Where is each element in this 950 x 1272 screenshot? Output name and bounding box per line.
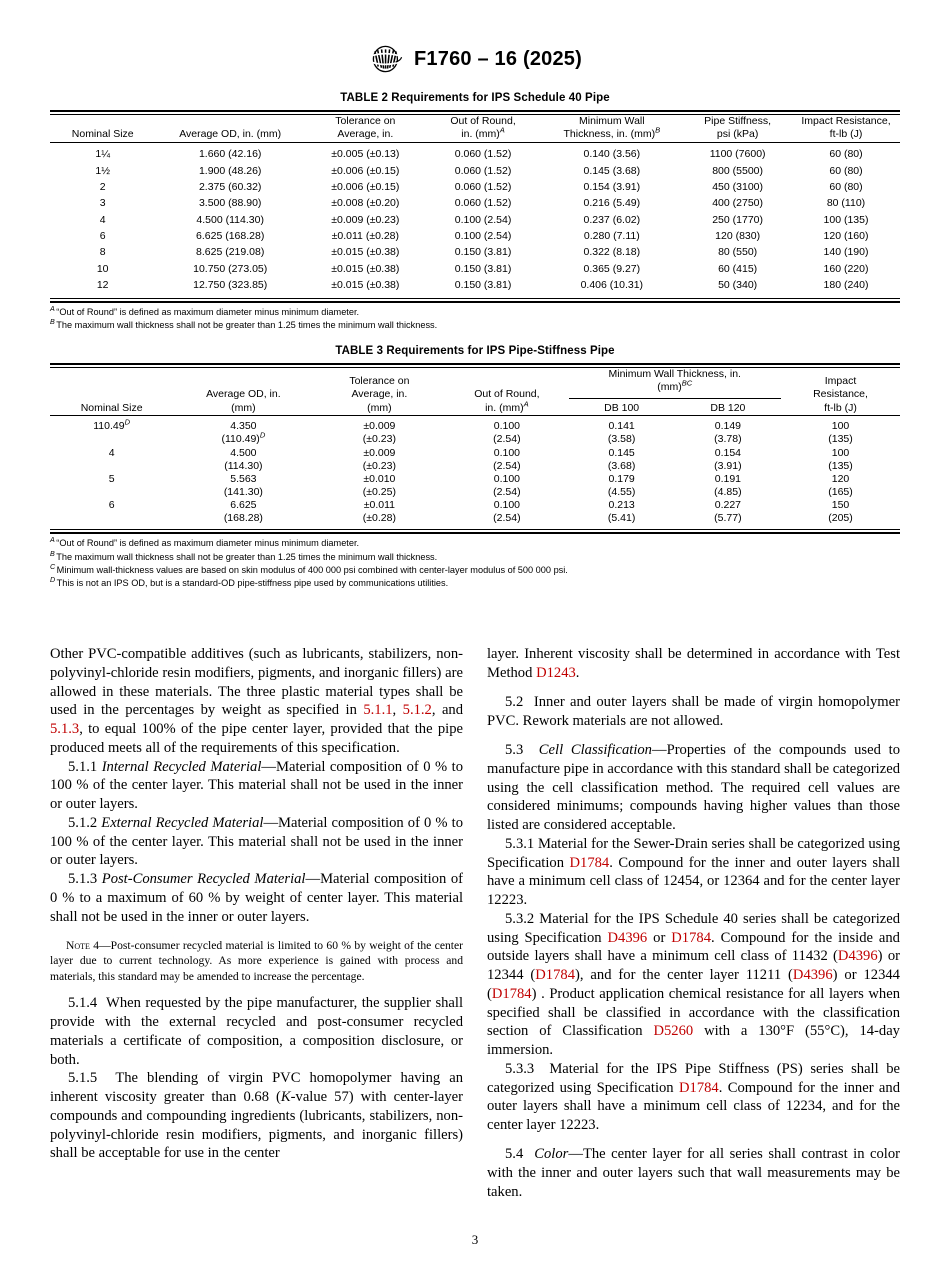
table-cell: 0.100 [493,499,521,512]
table-row [50,147,900,163]
table-cell: 3 [99,197,106,210]
document-header [0,44,950,74]
hdr-line3: ft-lb (J) [824,401,857,414]
left-column [50,645,463,1163]
footnote-text: This is not an IPS OD, but is a standard-OD pipe-stiffness pipe used by communications utilities. [56,578,449,589]
table-cell: (±0.23) [362,433,396,446]
table-3-header-rule [50,415,900,416]
table-cell: 0.150 (3.81) [454,278,512,291]
table-cell: (168.28) [223,512,263,525]
table-cell: (5.41) [607,512,636,525]
table-3-col-average-od [173,368,313,415]
section-5-1-2 [50,814,463,870]
table-cell: (3.78) [714,433,742,446]
table-cell: 1100 (7600) [709,148,766,161]
section-text: The blending of virgin PVC homopolymer having an inherent viscosity greater than 0.68 ( [50,1070,464,1106]
table-cell: 120 (160) [823,230,869,243]
hdr-line1: Tolerance on [335,115,396,127]
section-number: 5.3.1 [505,835,535,852]
separator: , and [431,702,464,719]
table-cell: (165) [828,485,853,498]
hdr-line2: Average, in. [351,388,408,401]
table-cell: 0.154 [714,446,742,459]
table-cell: 0.060 (1.52) [454,197,512,210]
separator: , [392,702,403,719]
table-row [50,196,900,212]
section-5-4 [487,1145,900,1201]
table-3-col-tolerance [314,368,446,415]
hdr-line2: Average, in. [337,128,394,141]
table-cell: (2.54) [493,512,521,525]
table-2-col-pipe-stiffness [683,115,792,142]
hdr-line1: Impact Resistance, [801,115,891,127]
table-cell: 450 (3100) [712,181,764,194]
hdr-line1: Minimum Wall Thickness, in. [608,368,741,380]
table-3-span-min-wall-thickness [569,368,782,398]
table-cell: 180 (240) [823,278,869,291]
hdr-line1: Nominal Size [80,401,143,414]
table-cell: 4.500 (114.30) [196,213,264,226]
section-text: —The center layer for all series shall contrast in color with the inner and outer layers such that wall measurements may be taken. [487,1146,900,1200]
table-3-subcol-db120: DB 120 [710,401,746,414]
table-cell: 250 (1770) [712,213,764,226]
footnote [50,306,900,319]
table-cell: (3.91) [714,459,742,472]
table-cell: 0.150 (3.81) [454,246,512,259]
table-row [50,486,900,499]
paragraph-text: layer. Inherent viscosity shall be determined in accordance with Test Method [487,646,900,681]
table-cell: 100 (135) [823,213,869,226]
cross-ref-d4396[interactable]: D4396 [607,929,648,946]
footnote [50,537,900,550]
table-cell: 120 (830) [715,230,761,243]
section-5-3-3 [487,1060,900,1135]
table-cell: 1½ [95,164,110,177]
table-2-bottom-rule-thick [50,301,900,303]
table-3-footnotes [50,537,900,590]
table-2-col-average-od [155,115,305,142]
section-text: Inner and outer layers shall be made of virgin homopolymer PVC. Rework materials are not allowed. [487,694,900,729]
section-text: When requested by the pipe manufacturer, the supplier shall provide with the external recycled and post-consumer recycled materials a certificate of composition, a composition disclosure, or both. [50,995,464,1068]
table-cell: 0.322 (8.18) [583,246,641,259]
table-cell: ±0.009 [363,420,396,433]
footnote [50,577,900,590]
footnote [50,551,900,564]
hdr-line2: in. (mm) [485,401,524,414]
table-cell: 0.100 (2.54) [454,213,512,226]
table-cell: (4.55) [607,485,636,498]
table-3-col-impact-resistance [781,368,900,415]
table-cell: 12.750 (323.85) [193,278,268,291]
section-number: 5.4 [505,1146,524,1163]
table-cell: 0.060 (1.52) [454,148,512,161]
table-3-block [50,345,900,591]
section-number: 5.2 [505,694,524,710]
cross-ref-d1784[interactable]: D1784 [491,985,532,1002]
cross-ref-d5260[interactable]: D5260 [653,1023,694,1040]
table-cell: (±0.28) [362,512,396,525]
hdr-line2: (mm) [657,381,682,394]
astm-logo-icon [368,44,404,74]
table-2-col-tolerance [305,115,426,142]
table-cell: 8 [99,246,106,259]
section-text: —Material composition of 0 % to a maximum of 60 % by weight of center layer. This material shall not be used in the inner or outer layers. [50,871,463,925]
footnote-marker-bc: BC [681,378,693,388]
footnote-marker-d: D [124,417,131,427]
footnote-marker: B [50,549,55,558]
table-2-footnotes [50,306,900,333]
cross-ref-d4396[interactable]: D4396 [837,948,878,965]
table-cell: 6 [99,230,106,243]
table-cell: 5.563 [230,472,257,485]
section-number: 5.3.2 [505,910,535,927]
paragraph-text-cont: , to equal 100% of the pipe center layer, provided that the pipe produced meets all of the requirements of this specification. [50,721,463,756]
table-cell: (3.58) [607,433,636,446]
table-cell: 12 [96,278,109,291]
hdr-line1: Pipe Stiffness, [704,115,772,127]
table-cell-nominal-size: 5 [108,472,115,485]
table-cell: (3.68) [607,459,636,472]
table-row [50,512,900,525]
footnote-marker-a: A [499,125,505,135]
footnote-text: The maximum wall thickness shall not be greater than 1.25 times the minimum wall thickness. [56,320,438,331]
section-number: 5.1.4 [68,995,98,1012]
table-cell: (5.77) [714,512,742,525]
table-3-body [50,417,900,525]
footnote-text: Minimum wall-thickness values are based on skin modulus of 400 000 psi combined with center-layer modulus of 500 000 psi. [56,565,568,575]
table-2 [50,115,900,142]
hdr-line2: in. (mm) [461,128,500,141]
table-cell: 100 [831,420,850,433]
table-row [50,499,900,512]
footnote-text: The maximum wall thickness shall not be greater than 1.25 times the minimum wall thickness. [56,551,438,562]
body-columns [50,645,900,1205]
table-cell: 0.216 (5.49) [583,197,641,210]
section-5-1-5 [50,1069,463,1163]
table-2-col-nominal-size [50,115,155,142]
page-number: 3 [471,1232,479,1247]
cross-ref-d1784[interactable]: D1784 [671,929,711,946]
table-cell: 0.280 (7.11) [583,230,640,243]
table-cell: 10 [96,262,109,275]
table-cell: 3.500 (88.90) [198,197,262,210]
footnote [50,564,900,577]
table-row [50,180,900,196]
section-number: 5.1.2 [68,814,98,831]
table-3-col-nominal-size [50,368,173,415]
table-cell: 0.100 [493,472,521,485]
table-cell: 0.100 [493,420,521,433]
hdr-line1: Minimum Wall [579,115,645,127]
paragraph-other-additives [50,645,463,758]
table-cell: ±0.008 (±0.20) [331,197,400,210]
table-cell: 0.406 (10.31) [580,278,644,291]
hdr-line1: Nominal Size [71,128,134,141]
hdr-line2: Resistance, [813,388,868,401]
footnote-marker: A [50,304,55,313]
hdr-line2: Thickness, in. (mm) [563,128,656,141]
table-cell: 0.149 [714,420,742,433]
table-cell: 120 [831,472,850,485]
k-value-italic: K [280,1089,291,1106]
table-cell: 800 (5500) [712,164,764,177]
note-text: —Post-consumer recycled material is limited to 60 % by weight of the center layer due to current technology. As more experience is gained with process and materials, this standard may be amended to increase the percentage. [50,939,463,983]
table-cell: 6.625 (168.28) [196,230,265,243]
table-row [50,261,900,277]
table-2-col-out-of-round [426,115,541,142]
section-title: Color [534,1146,569,1163]
section-number: 5.1.5 [68,1070,98,1087]
table-cell: 0.191 [714,472,742,485]
table-row [50,433,900,446]
table-cell: (141.30) [223,485,263,498]
hdr-line1: Average OD, in. (mm) [179,128,282,141]
table-2-caption: TABLE 2 Requirements for IPS Schedule 40 Pipe [340,92,610,104]
table-cell: 2 [99,181,106,194]
footnote-text: “Out of Round” is defined as maximum diameter minus minimum diameter. [56,538,360,549]
table-cell: 0.100 [493,446,521,459]
footnote-marker: C [50,562,56,571]
section-text: —Material composition of 0 % to 100 % of the center layer. This material shall not be used in the inner or outer layers. [50,758,463,812]
table-cell: 60 (80) [829,164,863,177]
table-cell: ±0.006 (±0.15) [331,181,400,194]
section-5-3-2 [487,910,900,1060]
note-4 [50,938,463,984]
table-cell: 0.145 [608,446,635,459]
table-2-col-impact-resistance [792,115,900,142]
table-cell: 140 (190) [823,246,869,259]
table-cell: ±0.015 (±0.38) [331,262,400,275]
section-text: ) . Product application chemical resistance for all layers when specified shall be classified in accordance with the classification section of Classification [487,985,900,1040]
section-text-cont: -value 57) with center-layer compounds and compounding ingredients (lubricants, stabilizers, non-polyvinyl-chloride resin modifiers, pigments, and inorganic fillers) shall be acceptable for use in the center [50,1089,464,1162]
table-cell: 60 (80) [829,148,863,161]
table-cell: 80 (110) [826,197,866,210]
footnote-marker-d: D [259,430,266,440]
table-cell: 0.150 (3.81) [454,262,512,275]
section-text-cont: . Compound for the inner and outer layers shall have a minimum cell class of 12454, or 12364 and for the center layer 12223. [487,854,900,908]
section-5-1-4 [50,994,463,1069]
hdr-line2: ft-lb (J) [829,128,863,141]
cross-ref-d1784[interactable]: D1784 [678,1079,719,1096]
table-cell: 50 (340) [718,278,758,291]
table-cell: 1.900 (48.26) [198,164,262,177]
footnote-marker-b: B [655,125,661,135]
table-cell: ±0.005 (±0.13) [331,148,400,161]
section-5-2 [487,693,900,731]
paragraph-text: Other PVC-compatible additives (such as lubricants, stabilizers, non-polyvinyl-chloride resin modifiers, pigments, and inorganic fillers) are allowed in these materials. The three plastic material types shall be used in the percentages by weight as specified in [50,646,463,719]
table-3-header [50,368,900,415]
section-text: —Properties of the compounds used to manufacture pipe in accordance with this standard shall be categorized using the cell classification method. The required cell values are considered minimums; compounds having higher values than those listed are considered acceptable. [487,742,900,833]
section-text: or [647,929,672,946]
table-3-col-out-of-round [445,368,568,415]
table-row [50,277,900,293]
cross-ref-d1243[interactable]: D1243 [536,664,576,681]
footnote-marker: D [50,576,56,585]
table-cell-nominal-size: 6 [108,499,115,512]
table-cell: 0.100 (2.54) [454,230,512,243]
table-cell: 100 [831,446,850,459]
hdr-line2: (mm) [231,401,256,414]
table-cell: 0.237 (6.02) [583,213,641,226]
table-row [50,245,900,261]
hdr-line3: (mm) [367,401,392,414]
table-row [50,447,900,460]
table-cell: 0.227 [714,499,742,512]
table-2-block [50,92,900,332]
hdr-line2: psi (kPa) [716,128,759,141]
table-cell: (±0.25) [362,485,396,498]
table-cell: ±0.010 [363,472,396,485]
table-cell: 0.060 (1.52) [454,164,512,177]
section-text: ) or 12344 ( [487,967,900,1002]
table-cell: 4 [99,213,106,226]
cross-ref-5-1-3[interactable]: 5.1.3 [50,721,80,737]
table-cell: (2.54) [493,459,521,472]
table-cell-nominal-size: 4 [108,446,115,459]
cross-ref-d1784[interactable]: D1784 [569,854,610,871]
table-cell: (114.30) [224,459,263,472]
table-cell: (135) [828,433,853,446]
paragraph-continuation [487,645,900,683]
table-cell: 80 (550) [718,246,758,259]
table-cell: 0.060 (1.52) [454,181,512,194]
section-text: —Material composition of 0 % to 100 % of the center layer. This material shall not be used in the inner or outer layers. [50,814,464,869]
section-number: 5.3 [505,742,524,758]
section-number: 5.3.3 [505,1060,535,1077]
section-text: Material for the Sewer-Drain series shall be categorized using Specification [487,835,900,871]
footnote-marker: B [50,317,55,326]
section-title: Post-Consumer Recycled Material [101,871,306,887]
table-cell: 6.625 [230,499,257,512]
footnote-text: “Out of Round” is defined as maximum diameter minus minimum diameter. [56,306,360,317]
table-cell: (135) [828,459,853,472]
cross-ref-5-1-2[interactable]: 5.1.2 [402,702,432,719]
note-label: Note 4 [66,939,100,953]
section-text: ) or 12344 ( [487,948,900,983]
table-cell: 0.213 [608,499,635,512]
table-cell: 160 (220) [823,262,869,275]
right-column [487,645,900,1202]
hdr-line1: Impact [824,375,857,387]
hdr-line1: Tolerance on [349,375,410,387]
table-row [50,163,900,179]
section-number: 5.1.3 [68,871,98,887]
table-cell: ±0.006 (±0.15) [331,164,400,177]
hdr-line1: Out of Round, [474,388,540,401]
table-cell: 8.625 (219.08) [196,246,265,259]
footnote-marker: A [50,536,55,545]
table-cell: 60 (80) [829,181,863,194]
table-cell: ±0.015 (±0.38) [331,246,400,259]
table-cell: 0.140 (3.56) [583,148,641,161]
table-cell: 1.660 (42.16) [198,148,262,161]
table-cell: ±0.011 (±0.28) [331,230,400,243]
table-cell: ±0.015 (±0.38) [331,278,400,291]
section-text: ), and for the center layer 11211 ( [575,967,793,983]
cross-ref-5-1-1[interactable]: 5.1.1 [363,702,393,719]
cross-ref-d4396[interactable]: D4396 [792,967,833,983]
hdr-line1: Average OD, in. [206,388,281,401]
table-cell: (205) [828,512,853,525]
section-5-1-3 [50,870,463,926]
table-2-header-rule [50,142,900,143]
table-cell: 0.179 [608,472,635,485]
footnote-marker-a: A [523,399,529,409]
section-text-cont: . Compound for the inner and outer layers shall have a minimum cell class of 12234, and for the center layer 12223. [487,1079,900,1133]
table-2-header-row [50,115,900,142]
table-3-bottom-rule-thick [50,532,900,534]
section-title: External Recycled Material [101,814,264,831]
table-cell: ±0.011 [363,499,395,512]
footnote [50,319,900,332]
table-3-subcol-db100: DB 100 [604,401,640,414]
table-cell: 150 [831,499,850,512]
table-cell: 4.350 [230,420,257,433]
table-cell: 2.375 (60.32) [198,181,262,194]
table-cell: 0.154 (3.91) [583,181,641,194]
table-row [50,473,900,486]
table-cell: ±0.009 [363,446,396,459]
table-3-header-row-1 [50,368,900,398]
table-cell: 0.365 (9.27) [583,262,641,275]
section-text: . Compound for the inside and outside layers shall have a minimum cell class of 11432 ( [487,929,900,965]
table-cell: (2.54) [493,433,521,446]
table-row [50,420,900,433]
table-row [50,212,900,228]
section-5-1-1 [50,758,463,814]
section-5-3-1 [487,835,900,910]
table-cell: (±0.23) [362,459,396,472]
table-cell: 400 (2750) [712,197,764,210]
section-title: Cell Classification [538,742,652,758]
table-cell: 60 (415) [718,262,758,275]
table-cell: (4.85) [714,485,742,498]
table-2-body [50,147,900,294]
paragraph-text-cont: . [575,664,580,681]
table-row [50,460,900,473]
section-text: Material for the IPS Pipe Stiffness (PS) series shall be categorized using Specification [487,1060,901,1096]
table-cell: 0.145 (3.68) [583,164,641,177]
table-cell: ±0.009 (±0.23) [331,213,400,226]
table-cell-nominal-size: 110.49$^D$ [93,417,131,433]
table-cell: (110.49)$^D$ [221,430,266,446]
table-cell: 10.750 (273.05) [193,262,268,275]
table-cell: (2.54) [493,485,521,498]
section-5-3 [487,741,900,835]
hdr-line1: Out of Round, [450,115,516,127]
section-title: Internal Recycled Material [101,758,262,775]
section-text-cont: with a 130°F (55°C), 14-day immersion. [487,1023,900,1058]
table-3-caption: TABLE 3 Requirements for IPS Pipe-Stiffness Pipe [335,345,615,357]
section-text: Material for the IPS Schedule 40 series shall be categorized using Specification [487,910,900,946]
document-title: F1760 – 16 (2025) [414,47,582,70]
table-row [50,228,900,244]
table-2-col-min-wall-thickness [540,115,683,142]
table-cell: 4.500 [230,446,257,459]
table-cell: 1¼ [95,148,110,161]
table-cell: 0.141 [608,420,635,433]
section-number: 5.1.1 [68,758,98,775]
cross-ref-d1784[interactable]: D1784 [535,967,575,983]
